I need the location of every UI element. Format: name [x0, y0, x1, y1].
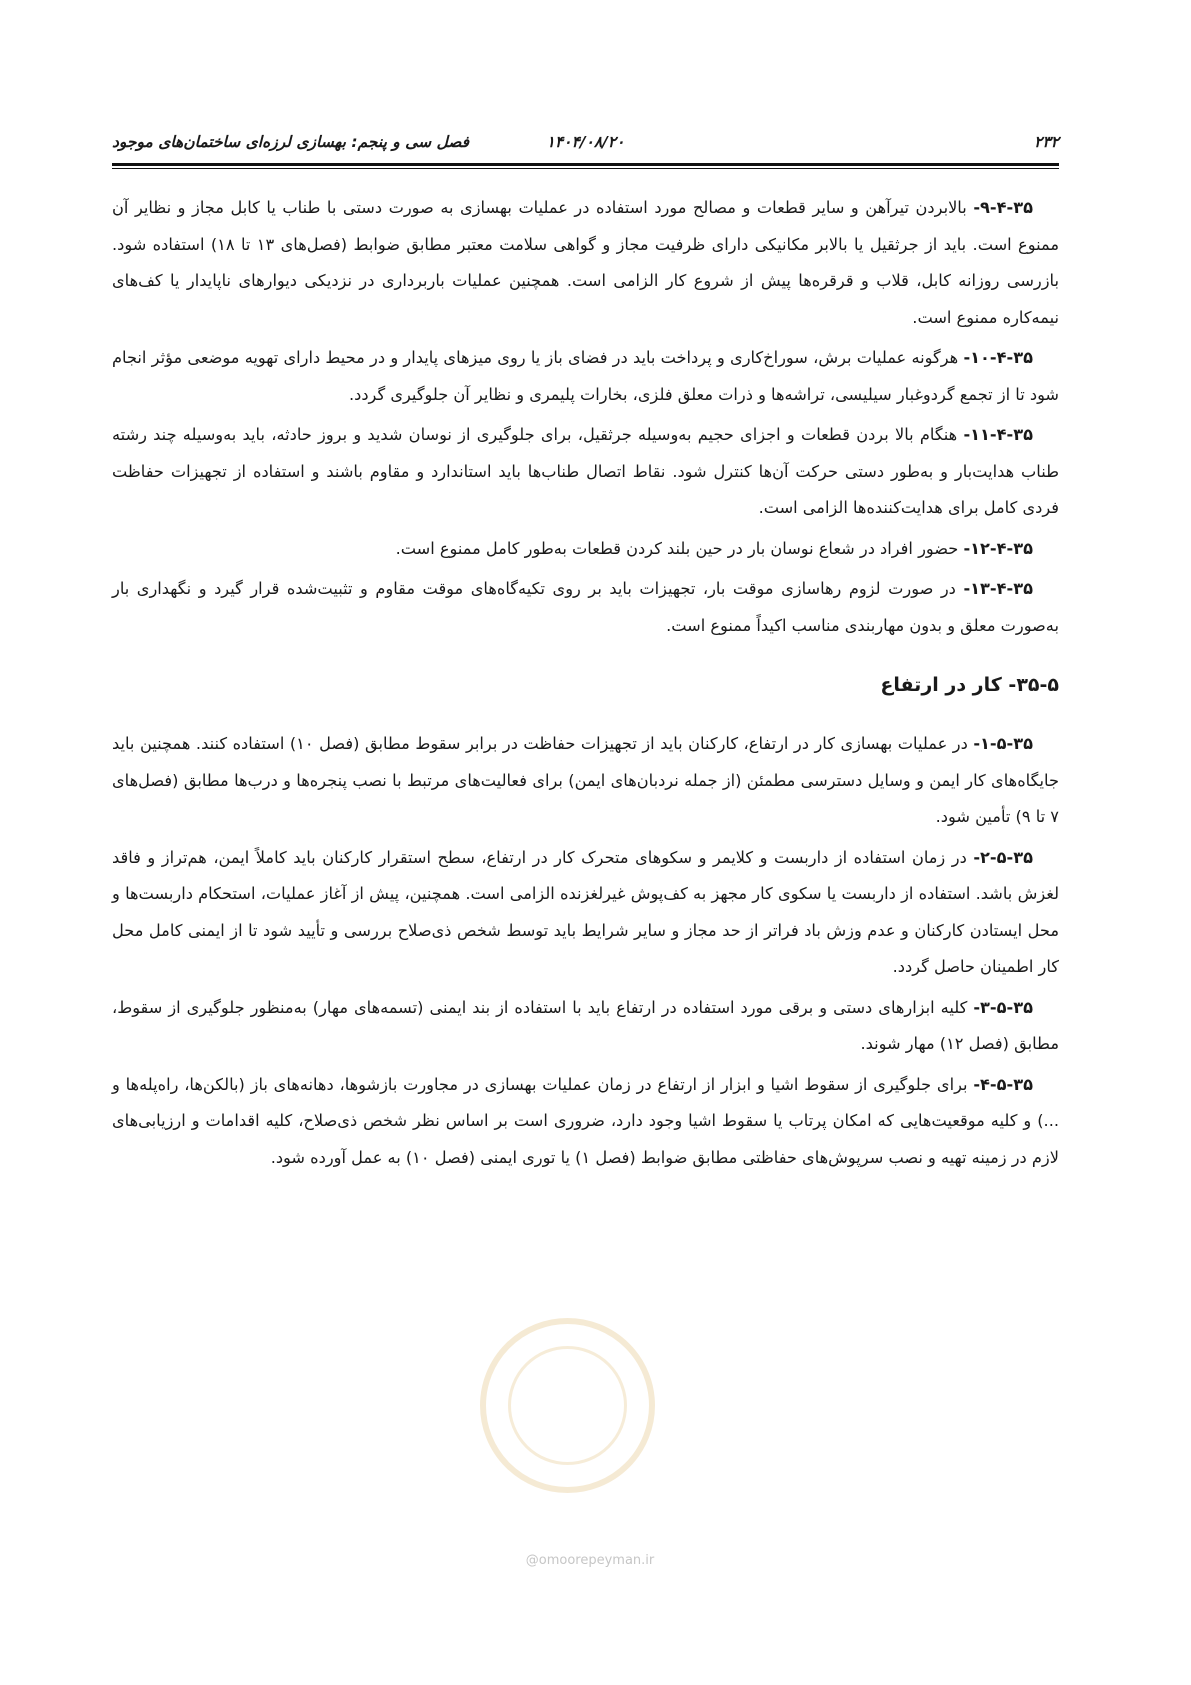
section-heading: ۳۵-۵- کار در ارتفاع	[880, 674, 1059, 696]
chapter-title: فصل سی و پنجم: بهسازی لرزه‌ای ساختمان‌های موجود	[112, 133, 470, 151]
clause-35-4-10	[112, 340, 1059, 413]
clause-number: ۱۳-۴-۳۵-	[963, 579, 1033, 598]
clause-text: هنگام بالا بردن قطعات و اجزای حجیم به‌وسیله جرثقیل، برای جلوگیری از نوسان شدید و بروز حادثه، باید به‌وسیله چند رشته طناب هدایت‌بار و به‌طور دستی حرکت آن‌ها کنترل شود. نقاط اتصال طناب‌ها باید استاندارد و مقاوم باشند و استفاده از تجهیزات حفاظت فردی کامل برای هدایت‌کننده‌ها الزامی است.	[112, 425, 1059, 517]
clause-35-4-11	[112, 417, 1059, 527]
watermark-text: @omoorepeyman.ir	[525, 1553, 655, 1568]
seal-watermark-icon	[480, 1318, 655, 1493]
clause-text: برای جلوگیری از سقوط اشیا و ابزار از ارتفاع در زمان عملیات بهسازی در مجاورت بازشوها، دهانه‌های باز (بالکن‌ها، راه‌پله‌ها و ...) و کلیه موقعیت‌هایی که امکان پرتاب یا سقوط اشیا وجود دارد، ضروری است بر اساس نظر شخص ذی‌صلاح، کلیه اقدامات و ارزیابی‌های لازم در زمینه تهیه و نصب سرپوش‌های حفاظتی مطابق ضوابط (فصل ۱) یا توری ایمنی (فصل ۱۰) به عمل آورده شود.	[112, 1074, 1059, 1167]
clause-number: ۴-۵-۳۵-	[973, 1074, 1033, 1094]
clause-35-5-1	[112, 726, 1059, 836]
clause-35-4-12	[112, 531, 1059, 568]
seal-inner-ring	[508, 1346, 627, 1465]
clause-number: ۹-۴-۳۵-	[973, 198, 1033, 217]
clause-text: در عملیات بهسازی کار در ارتفاع، کارکنان باید از تجهیزات حفاظت در برابر سقوط مطابق (فصل ۱۰) استفاده کنند. همچنین باید جایگاه‌های کار ایمن و وسایل دسترسی مطمئن (از جمله نردبان‌های ایمن) برای فعالیت‌های مرتبط با نصب پنجره‌ها و درب‌ها مطابق (فصل‌های ۷ تا ۹) تأمین شود.	[112, 734, 1059, 826]
header-rule-thin	[112, 168, 1059, 169]
clause-text: در زمان استفاده از داربست و کلایمر و سکوهای متحرک کار در ارتفاع، سطح استقرار کارکنان باید کاملاً ایمن، هم‌تراز و فاقد لغزش باشد. استفاده از داربست یا سکوی کار مجهز به کف‌پوش غیرلغزنده الزامی است. همچنین، پیش از آغاز عملیات، استحکام داربست‌ها و محل ایستادن کارکنان و عدم وزش باد فراتر از حد مجاز و سایر شرایط باید توسط شخص ذی‌صلاح بررسی و تأیید شود تا از ایمنی کامل محل کار اطمینان حاصل گردد.	[112, 847, 1059, 976]
header-date: ۱۴۰۴/۰۸/۲۰	[546, 133, 625, 151]
clause-35-5-3	[112, 990, 1059, 1063]
clause-35-5-4	[112, 1067, 1059, 1177]
clause-number: ۱۲-۴-۳۵-	[963, 538, 1033, 558]
clause-number: ۲-۵-۳۵-	[973, 847, 1033, 867]
clause-text: در صورت لزوم رهاسازی موقت بار، تجهیزات باید بر روی تکیه‌گاه‌های موقت مقاوم و تثبیت‌شده قرار گیرد و نگهداری بار به‌صورت معلق و بدون مهاربندی مناسب اکیداً ممنوع است.	[112, 579, 1059, 635]
clause-35-5-2	[112, 840, 1059, 986]
clause-35-4-9	[112, 190, 1059, 336]
clause-number: ۳-۵-۳۵-	[973, 997, 1033, 1017]
clause-text: بالابردن تیرآهن و سایر قطعات و مصالح مورد استفاده در عملیات بهسازی به صورت دستی با طناب یا کابل مجاز و نظایر آن ممنوع است. باید از جرثقیل یا بالابر مکانیکی دارای ظرفیت مجاز و گواهی سلامت معتبر مطابق ضوابط (فصل‌های ۱۳ تا ۱۸) استفاده شود. بازرسی روزانه کابل، قلاب و قرقره‌ها پیش از شروع کار الزامی است. همچنین عملیات باربرداری در نزدیکی دیوارهای ناپایدار یا کف‌های نیمه‌کاره ممنوع است.	[112, 198, 1059, 327]
clause-number: ۱-۵-۳۵-	[973, 734, 1033, 753]
clause-text: حضور افراد در شعاع نوسان بار در حین بلند کردن قطعات به‌طور کامل ممنوع است.	[395, 538, 964, 558]
clause-number: ۱۰-۴-۳۵-	[963, 348, 1033, 367]
clause-text: هرگونه عملیات برش، سوراخ‌کاری و پرداخت باید در فضای باز یا روی میزهای پایدار و در محیط دارای تهویه موضعی مؤثر انجام شود تا از تجمع گردوغبار سیلیسی، تراشه‌ها و ذرات معلق فلزی، بخارات پلیمری و نظایر آن جلوگیری گردد.	[112, 348, 1059, 404]
clause-35-4-13	[112, 571, 1059, 644]
body-content	[112, 190, 1059, 1180]
clause-number: ۱۱-۴-۳۵-	[963, 425, 1033, 444]
page-header	[112, 133, 1059, 161]
page-number: ۲۳۲	[1034, 133, 1059, 151]
header-rule	[112, 163, 1059, 166]
clause-text: کلیه ابزارهای دستی و برقی مورد استفاده در ارتفاع باید با استفاده از بند ایمنی (تسمه‌های مهار) به‌منظور جلوگیری از سقوط، مطابق (فصل ۱۲) مهار شوند.	[112, 997, 1059, 1053]
